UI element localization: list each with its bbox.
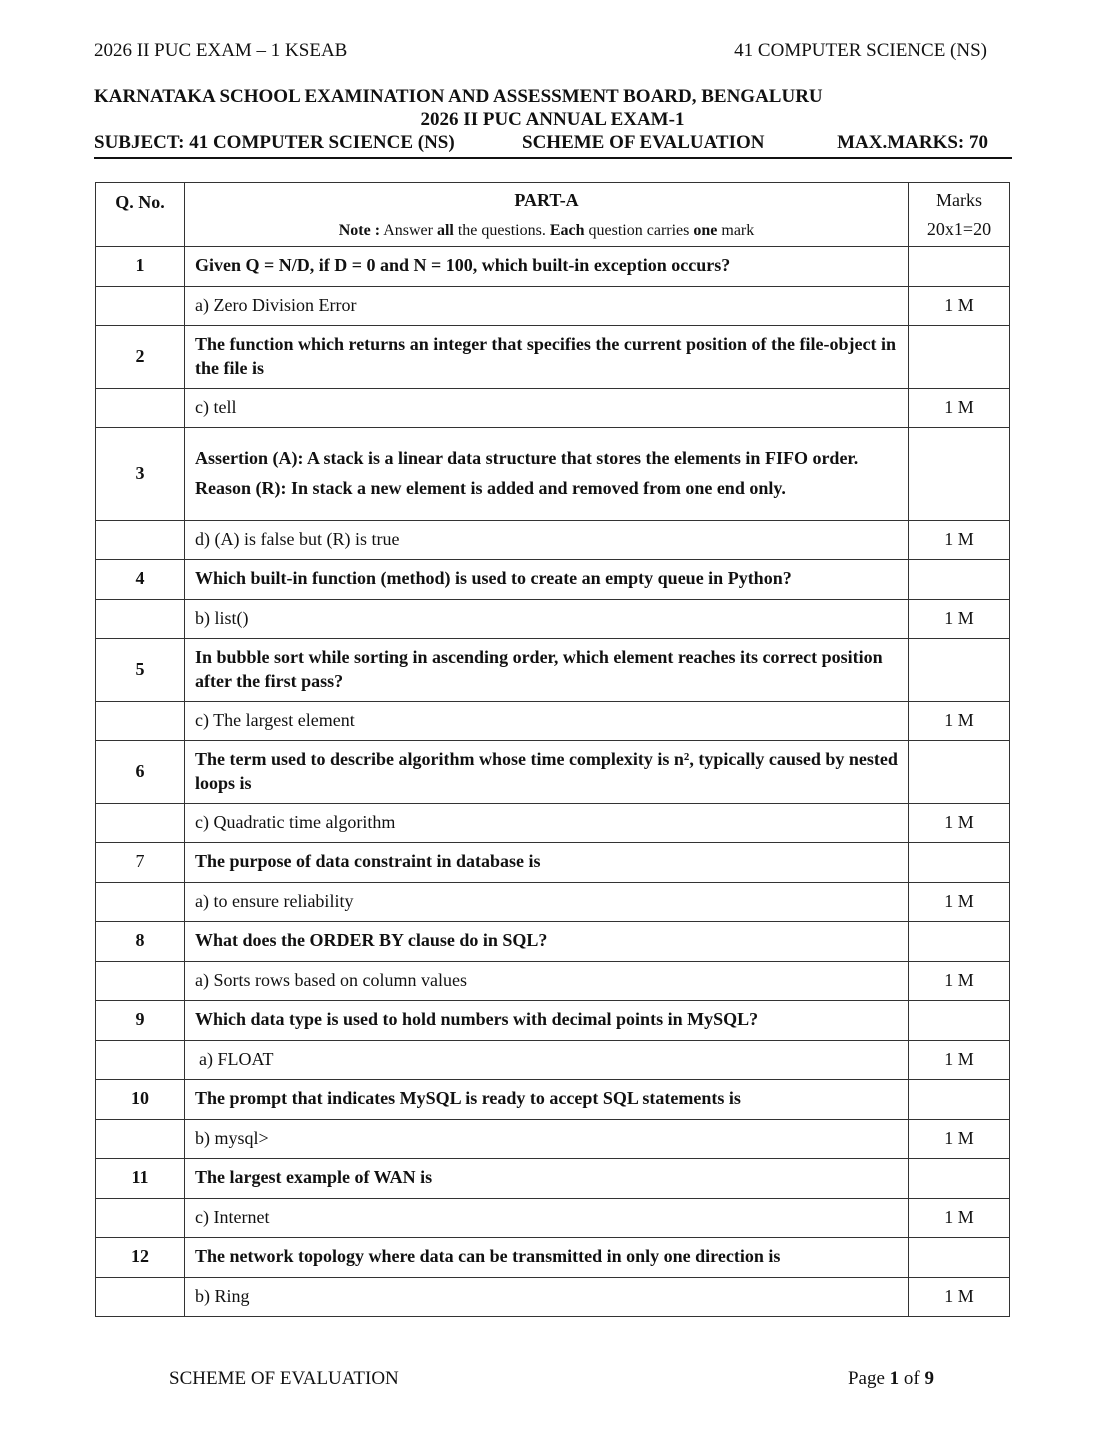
question-text: The term used to describe algorithm whose time complexity is n², typically caused by nested loops is — [185, 740, 909, 803]
answer-text: d) (A) is false but (R) is true — [185, 520, 909, 559]
marks-cell: 1 M — [909, 388, 1010, 427]
table-row — [96, 559, 1010, 599]
marks-cell: 1 M — [909, 882, 1010, 921]
table-row — [96, 388, 1010, 427]
answer-text: c) Quadratic time algorithm — [185, 803, 909, 842]
question-number: 11 — [96, 1158, 185, 1198]
subject-label: SUBJECT: 41 COMPUTER SCIENCE (NS) — [94, 132, 455, 153]
marks-cell: 1 M — [909, 1277, 1010, 1316]
table-header-row — [96, 183, 1010, 247]
table-row — [96, 1158, 1010, 1198]
marks-cell — [909, 325, 1010, 388]
table-row — [96, 638, 1010, 701]
question-text: In bubble sort while sorting in ascending order, which element reaches its correct position after the first pass? — [185, 638, 909, 701]
question-text: The purpose of data constraint in database is — [185, 842, 909, 882]
marks-cell — [909, 638, 1010, 701]
part-note: Note : Answer all the questions. Each question carries one mark — [338, 222, 755, 240]
table-row — [96, 325, 1010, 388]
header-left: 2026 II PUC EXAM – 1 KSEAB — [94, 40, 348, 61]
answer-text: a) FLOAT — [185, 1040, 909, 1079]
question-number: 7 — [96, 842, 185, 882]
table-row — [96, 520, 1010, 559]
scheme-label: SCHEME OF EVALUATION — [522, 132, 765, 153]
marks-cell — [909, 1000, 1010, 1040]
question-text: Which data type is used to hold numbers with decimal points in MySQL? — [185, 1000, 909, 1040]
marks-cell: 1 M — [909, 701, 1010, 740]
answer-text: b) mysql> — [185, 1119, 909, 1158]
marks-cell: 1 M — [909, 1198, 1010, 1237]
question-number: 10 — [96, 1079, 185, 1119]
board-name: KARNATAKA SCHOOL EXAMINATION AND ASSESSMENT BOARD, BENGALURU — [94, 86, 823, 107]
marks-cell: 1 M — [909, 1040, 1010, 1079]
table-row — [96, 740, 1010, 803]
question-number: 8 — [96, 921, 185, 961]
table-row — [96, 882, 1010, 921]
marks-cell: 1 M — [909, 520, 1010, 559]
question-text: The function which returns an integer that specifies the current position of the file-object in the file is — [185, 325, 909, 388]
answer-text: a) to ensure reliability — [185, 882, 909, 921]
table-row — [96, 1000, 1010, 1040]
marks-cell: 1 M — [909, 599, 1010, 638]
table-row — [96, 1119, 1010, 1158]
table-row — [96, 427, 1010, 520]
question-number: 3 — [96, 427, 185, 520]
answer-text: b) list() — [185, 599, 909, 638]
table-row — [96, 1079, 1010, 1119]
assertion-text: Assertion (A): A stack is a linear data structure that stores the elements in FIFO order. — [195, 448, 859, 469]
table-row — [96, 1277, 1010, 1316]
question-number: 2 — [96, 325, 185, 388]
marks-cell: 1 M — [909, 1119, 1010, 1158]
answer-text: a) Sorts rows based on column values — [185, 961, 909, 1000]
footer-left: SCHEME OF EVALUATION — [169, 1368, 399, 1389]
table-row — [96, 803, 1010, 842]
table-row — [96, 701, 1010, 740]
table-row — [96, 246, 1010, 286]
marks-cell — [909, 246, 1010, 286]
table-row — [96, 286, 1010, 325]
question-text: What does the ORDER BY clause do in SQL? — [185, 921, 909, 961]
table-row — [96, 842, 1010, 882]
marks-cell — [909, 921, 1010, 961]
exam-name: 2026 II PUC ANNUAL EXAM-1 — [420, 109, 685, 130]
answer-text: a) Zero Division Error — [185, 286, 909, 325]
part-title: PART-A — [514, 190, 579, 210]
table-row — [96, 921, 1010, 961]
question-number: 12 — [96, 1237, 185, 1277]
marks-total: 20x1=20 — [926, 219, 992, 240]
scheme-table — [95, 182, 1010, 1317]
question-text: Which built-in function (method) is used to create an empty queue in Python? — [185, 559, 909, 599]
question-number: 5 — [96, 638, 185, 701]
question-text: Given Q = N/D, if D = 0 and N = 100, which built-in exception occurs? — [185, 246, 909, 286]
max-marks-label: MAX.MARKS: 70 — [837, 132, 988, 153]
column-header-marks — [909, 183, 1010, 247]
marks-cell — [909, 1237, 1010, 1277]
table-row — [96, 1237, 1010, 1277]
question-text: The network topology where data can be transmitted in only one direction is — [185, 1237, 909, 1277]
marks-cell — [909, 559, 1010, 599]
question-text: The prompt that indicates MySQL is ready to accept SQL statements is — [185, 1079, 909, 1119]
answer-text: b) Ring — [185, 1277, 909, 1316]
table-row — [96, 961, 1010, 1000]
answer-text: c) tell — [185, 388, 909, 427]
question-text: The largest example of WAN is — [185, 1158, 909, 1198]
marks-cell — [909, 1079, 1010, 1119]
subject-row — [94, 131, 1012, 159]
marks-cell — [909, 1158, 1010, 1198]
column-header-qno: Q. No. — [96, 183, 185, 247]
question-text — [185, 427, 909, 520]
answer-text: c) Internet — [185, 1198, 909, 1237]
marks-cell — [909, 427, 1010, 520]
marks-cell: 1 M — [909, 961, 1010, 1000]
question-number: 9 — [96, 1000, 185, 1040]
reason-text: Reason (R): In stack a new element is added and removed from one end only. — [195, 477, 786, 498]
marks-label: Marks — [936, 190, 982, 210]
header-right: 41 COMPUTER SCIENCE (NS) — [734, 40, 987, 61]
marks-cell — [909, 842, 1010, 882]
question-number: 4 — [96, 559, 185, 599]
marks-cell — [909, 740, 1010, 803]
part-header — [185, 183, 909, 247]
question-number: 1 — [96, 246, 185, 286]
table-row — [96, 599, 1010, 638]
marks-cell: 1 M — [909, 803, 1010, 842]
question-number: 6 — [96, 740, 185, 803]
table-row — [96, 1198, 1010, 1237]
table-row — [96, 1040, 1010, 1079]
marks-cell: 1 M — [909, 286, 1010, 325]
page-number: Page 1 of 9 — [847, 1368, 934, 1389]
answer-text: c) The largest element — [185, 701, 909, 740]
